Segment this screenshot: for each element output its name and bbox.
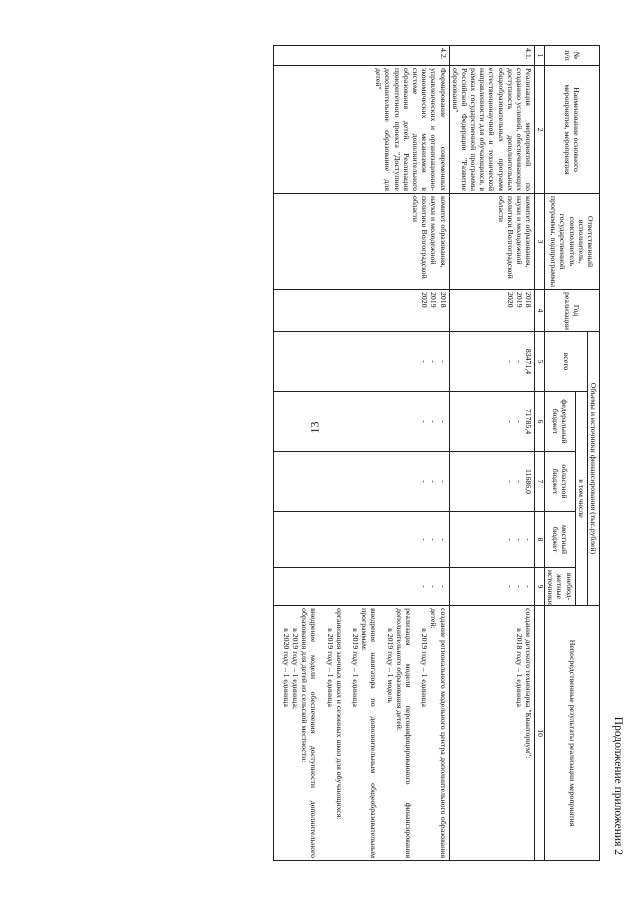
header-federal: федеральный бюджет (545, 392, 576, 452)
offbudget-value: - (515, 585, 525, 588)
years-value: 2019 (429, 292, 439, 308)
col-num: 1 (535, 46, 545, 66)
result-item (385, 608, 413, 858)
result-item (515, 608, 533, 858)
regional-value: - (420, 480, 430, 483)
header-num: № п/п (545, 46, 600, 66)
federal-value: - (429, 420, 439, 423)
regional-value: - (505, 480, 515, 483)
result-sub: в 2018 году – 1 единица (515, 628, 525, 707)
row-regional (273, 452, 449, 512)
years-value: 2018 (438, 292, 448, 308)
header-total: всего (545, 332, 588, 392)
years-value: 2018 (524, 292, 534, 308)
col-num: 4 (535, 290, 545, 332)
continuation-label: Продолжение приложения 2 (612, 716, 624, 855)
table-body (273, 46, 535, 861)
total-value: 83471,4 (524, 348, 534, 375)
row-federal (273, 392, 449, 452)
federal-value: - (515, 420, 525, 423)
row-num: 4.2. (273, 46, 449, 66)
regional-value: 11686,0 (524, 468, 534, 495)
result-text: создание детского технопарка "Кванториум": (524, 608, 534, 759)
total-value: - (420, 360, 430, 363)
row-years (449, 290, 535, 332)
row-executor: комитет образования, науки и молодежной политики Волгоградской области (273, 194, 449, 290)
result-sub: в 2019 году – 1 единица (420, 628, 430, 707)
col-num: 8 (535, 512, 545, 568)
result-text: внедрение навигатора по дополнительным общеобразовательным программам: (360, 608, 379, 859)
total-value: - (429, 360, 439, 363)
federal-value: - (420, 420, 430, 423)
col-num: 6 (535, 392, 545, 452)
row-total (449, 332, 535, 392)
result-item (351, 608, 379, 858)
row-local (449, 512, 535, 568)
offbudget-value: - (429, 585, 439, 588)
federal-value: - (505, 420, 515, 423)
row-executor: комитет образования, науки и молодежной политики Волгоградской области (449, 194, 535, 290)
result-sub: в 2019 году – 1 единица (351, 628, 361, 707)
regional-value: - (515, 480, 525, 483)
row-offbudget (273, 568, 449, 606)
total-value: - (438, 360, 448, 363)
result-text: реализация модели персонифицированного финансирования дополнительного образования детей: (394, 608, 413, 859)
page-number: 13 (307, 421, 322, 434)
result-text: организация заочных школ и сезонных школ для обучающихся: (334, 608, 344, 820)
row-years (273, 290, 449, 332)
financing-table (273, 45, 600, 861)
total-value: - (515, 360, 525, 363)
result-text: создание регионального модельного центра дополнительного образования детей: (429, 608, 448, 859)
result-item (282, 608, 319, 858)
header-offbudget: внебюд-жетные источники (545, 568, 576, 606)
result-item (420, 608, 448, 858)
header-regional: областной бюджет (545, 452, 576, 512)
col-num: 5 (535, 332, 545, 392)
federal-value: - (438, 420, 448, 423)
local-value: - (515, 538, 525, 541)
row-regional (449, 452, 535, 512)
header-name: Наименование основного мероприятия, мероприятия (545, 66, 600, 194)
years-value: 2020 (505, 292, 515, 308)
row-results (273, 606, 449, 861)
regional-value: - (429, 480, 439, 483)
row-name: Формирование современных управленческих и организационно-экономических механизмов в системе дополнительного образования детей. Реализация приоритетного проекта "Доступное дополнительное образование для детей" (273, 66, 449, 194)
column-numbers-row (535, 46, 545, 861)
local-value: - (505, 538, 515, 541)
result-sub: в 2019 году – 1 модель (385, 628, 395, 703)
offbudget-value: - (420, 585, 430, 588)
result-sub: в 2020 году – 1 единица (281, 628, 291, 707)
row-total (273, 332, 449, 392)
result-sub: в 2019 году – 1 единица (325, 628, 335, 707)
header-volumes: Объемы и источники финансирования (тыс.рублей) (587, 332, 599, 606)
result-sub: в 2019 году – 1 единица; (291, 628, 301, 710)
header-year: Год реализации (545, 290, 600, 332)
col-num: 9 (535, 568, 545, 606)
total-value: - (505, 360, 515, 363)
table-row (449, 46, 535, 861)
regional-value: - (438, 480, 448, 483)
local-value: - (420, 538, 430, 541)
header-results: Непосредственные результаты реализации мероприятия (545, 606, 600, 861)
local-value: - (438, 538, 448, 541)
header-executor: Ответственный исполнитель, соисполнитель государственной программы, подпрограммы (545, 194, 600, 290)
result-item (325, 608, 343, 858)
col-num: 3 (535, 194, 545, 290)
header-local: местный бюджет (545, 512, 576, 568)
offbudget-value: - (505, 585, 515, 588)
row-results (449, 606, 535, 861)
col-num: 2 (535, 66, 545, 194)
row-federal (449, 392, 535, 452)
years-value: 2019 (515, 292, 525, 308)
table-row (273, 46, 449, 861)
col-num: 7 (535, 452, 545, 512)
result-text: внедрение модели обеспечения доступности дополнительного образования для детей из сельской местности: (300, 608, 319, 859)
local-value: - (429, 538, 439, 541)
col-num: 10 (535, 606, 545, 861)
row-name: Реализация мероприятий по созданию условий, обеспечивающих доступность дополнительных общеобразовательных программ естественнонаучной и технической направленности для обучающихся, в рамках государственной программы Российской Федерации "Развитие образования" (449, 66, 535, 194)
offbudget-value: - (524, 585, 534, 588)
local-value: - (524, 538, 534, 541)
years-value: 2020 (420, 292, 430, 308)
header-incl: в том числе (575, 392, 587, 606)
offbudget-value: - (438, 585, 448, 588)
row-offbudget (449, 568, 535, 606)
row-num: 4.1. (449, 46, 535, 66)
row-local (273, 512, 449, 568)
federal-value: 71785,4 (524, 408, 534, 435)
